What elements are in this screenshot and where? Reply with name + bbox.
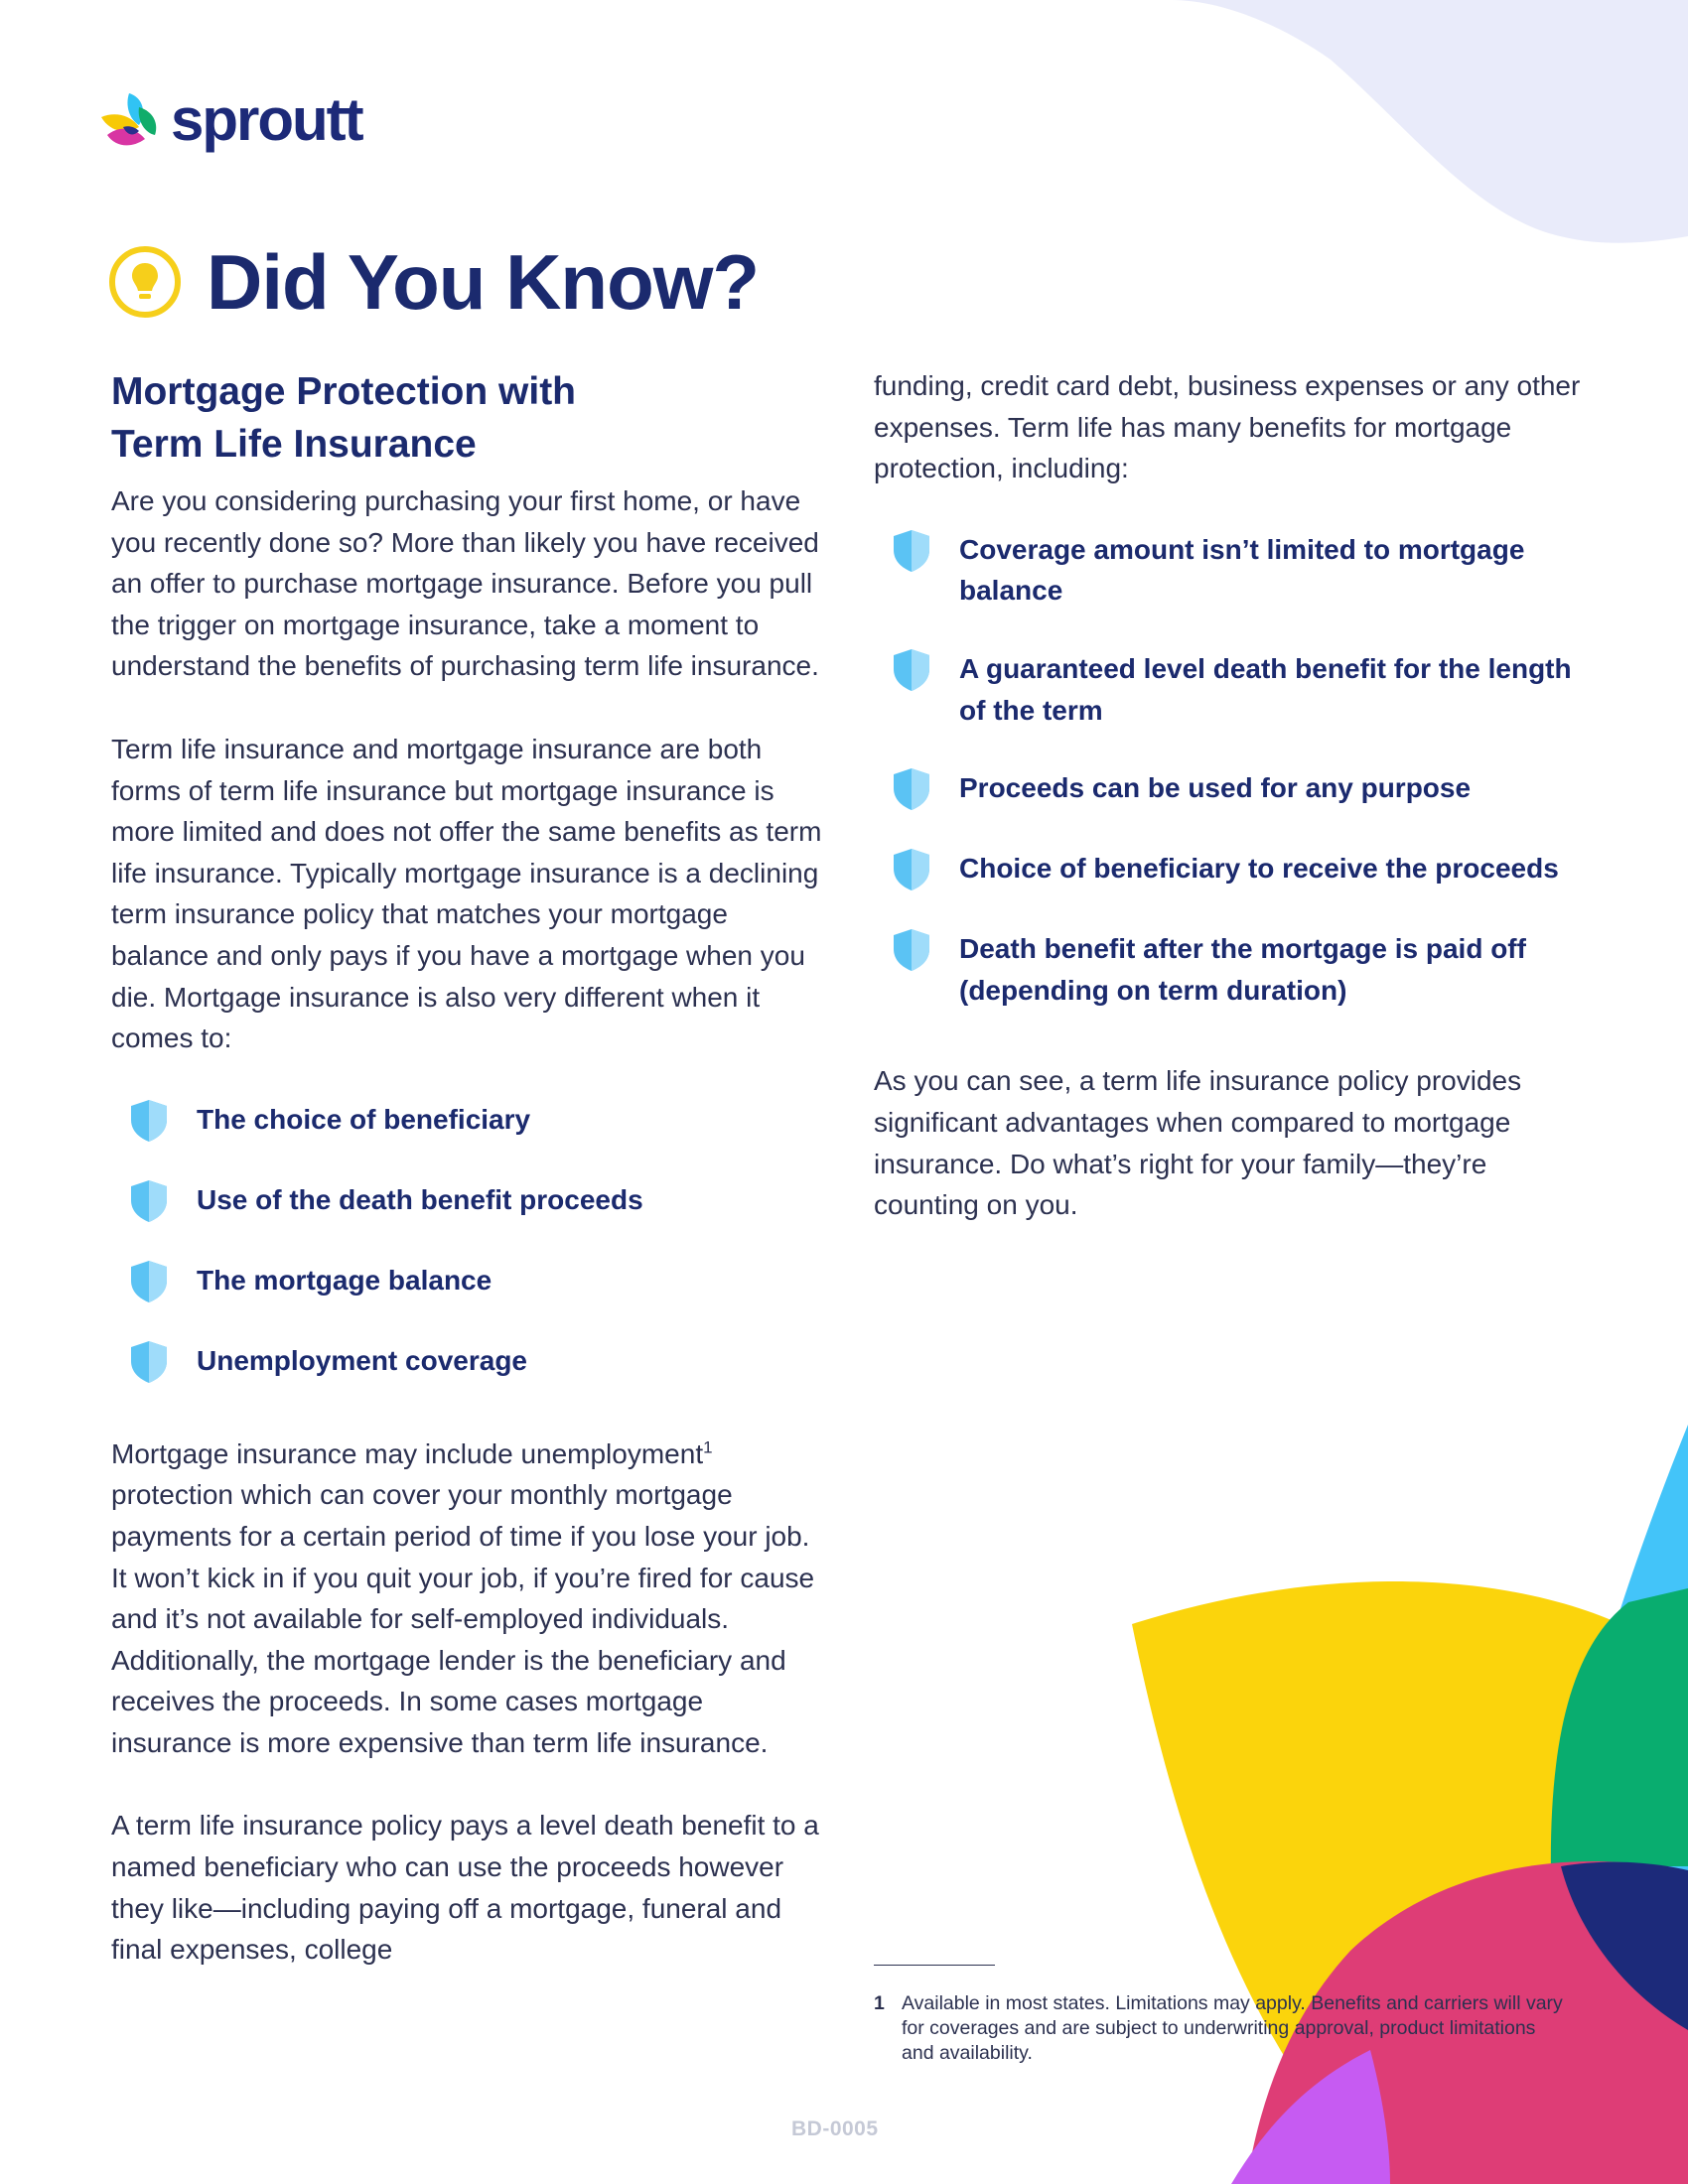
- list-item: [111, 1340, 826, 1384]
- list-item-text: Choice of beneficiary to receive the proceeds: [959, 853, 1559, 885]
- unemployment-text-end: protection which can cover your monthly mortgage payments for a certain period of time if you lose your job. It won’t kick in if you quit your job, if you’re fired for cause and it’s not available for self-employed individuals. Additionally, the mortgage lender is the beneficiary and receives the proceeds. In some cases mortgage insurance is more expensive than term life insurance.: [111, 1479, 815, 1758]
- article-heading: [111, 365, 826, 471]
- list-item: [874, 529, 1589, 612]
- list-item-text: The mortgage balance: [197, 1264, 492, 1296]
- left-column: [111, 365, 826, 1971]
- article-heading-line2: Term Life Insurance: [111, 423, 477, 466]
- list-item-text: Proceeds can be used for any purpose: [959, 772, 1472, 804]
- unemployment-paragraph: [111, 1433, 826, 1764]
- brand-name: sproutt: [171, 86, 362, 153]
- benefits-list: [874, 529, 1589, 1012]
- intro-paragraph: Are you considering purchasing your first home, or have you recently done so? More than likely you have received an offer to purchase mortgage insurance. Before you pull the trigger on mortgage insurance, take a moment to understand the benefits of purchasing term life insurance.: [111, 485, 819, 682]
- lightbulb-icon: [107, 244, 183, 320]
- shield-icon: [892, 848, 931, 891]
- list-item-text: Coverage amount isn’t limited to mortgage balance: [959, 533, 1525, 607]
- footnote: [874, 1991, 1569, 2066]
- list-item-text: A guaranteed level death benefit for the length of the term: [959, 652, 1572, 726]
- list-item: [874, 767, 1589, 811]
- document-code: BD-0005: [791, 2117, 879, 2140]
- article-heading-line1: Mortgage Protection with: [111, 370, 576, 413]
- unemployment-text-start: Mortgage insurance may include unemployment: [111, 1437, 704, 1469]
- list-item: [874, 648, 1589, 731]
- brand-logo: [99, 87, 362, 153]
- term-life-paragraph-continued: funding, credit card debt, business expenses or any other expenses. Term life has many benefits for mortgage protection, including:: [874, 370, 1581, 484]
- shield-icon: [129, 1340, 169, 1384]
- page-title: Did You Know?: [207, 238, 760, 326]
- footnote-marker: 1: [703, 1437, 713, 1457]
- list-item-text: The choice of beneficiary: [197, 1103, 531, 1135]
- list-item: [111, 1260, 826, 1303]
- shield-icon: [129, 1179, 169, 1223]
- list-item: [111, 1179, 826, 1223]
- list-item-text: Unemployment coverage: [197, 1344, 527, 1376]
- shield-icon: [129, 1099, 169, 1143]
- term-life-paragraph: A term life insurance policy pays a level death benefit to a named beneficiary who can use the proceeds however they like—including paying off a mortgage, funeral and final expenses, college: [111, 1810, 819, 1966]
- right-column: [874, 365, 1589, 1226]
- differences-list: [111, 1099, 826, 1384]
- page-header: [107, 238, 760, 326]
- shield-icon: [892, 767, 931, 811]
- conclusion-paragraph: As you can see, a term life insurance policy provides significant advantages when compared to mortgage insurance. Do what’s right for your family—they’re counting on you.: [874, 1065, 1522, 1221]
- list-item-text: Use of the death benefit proceeds: [197, 1183, 643, 1215]
- list-item: [874, 848, 1589, 891]
- sproutt-logo-icon: [99, 87, 165, 153]
- shield-icon: [892, 928, 931, 972]
- list-item: [874, 928, 1589, 1011]
- comparison-paragraph: Term life insurance and mortgage insurance are both forms of term life insurance but mortgage insurance is more limited and does not offer the same benefits as term life insurance. Typically mortgage insurance is a declining term insurance policy that matches your mortgage balance and only pays if you have a mortgage when you die. Mortgage insurance is also very different when it comes to:: [111, 733, 822, 1054]
- shield-icon: [892, 529, 931, 573]
- list-item: [111, 1099, 826, 1143]
- shield-icon: [892, 648, 931, 692]
- list-item-text: Death benefit after the mortgage is paid off (depending on term duration): [959, 933, 1526, 1006]
- footnote-divider: [874, 1965, 995, 1966]
- lavender-wave-shape: [1172, 0, 1688, 243]
- footnote-number: 1: [874, 1992, 885, 2014]
- shield-icon: [129, 1260, 169, 1303]
- footnote-text: Available in most states. Limitations may apply. Benefits and carriers will vary for coverages and are subject to underwriting approval, product limitations and availability.: [902, 1992, 1563, 2064]
